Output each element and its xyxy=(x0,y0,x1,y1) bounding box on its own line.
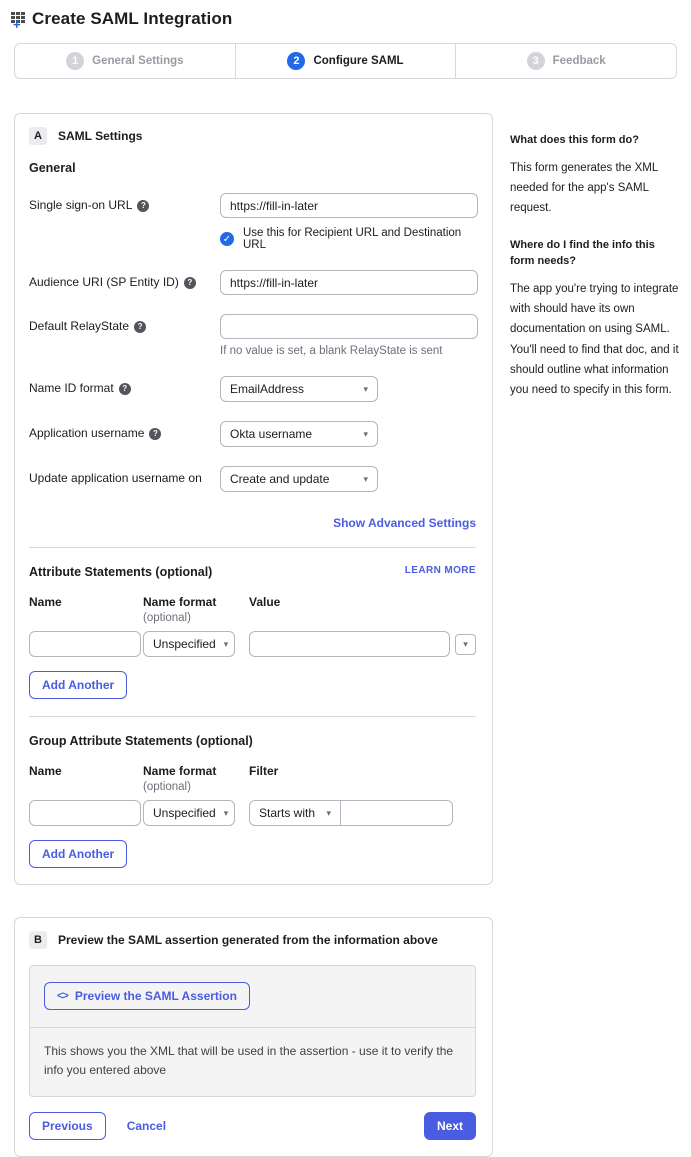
step-feedback[interactable] xyxy=(455,44,676,78)
name-id-format-select[interactable]: EmailAddress ▾ xyxy=(220,376,378,402)
learn-more-link[interactable]: LEARN MORE xyxy=(404,565,476,576)
application-username-select[interactable]: Okta username ▾ xyxy=(220,421,378,447)
group-attribute-statement-row xyxy=(29,800,476,826)
attribute-name-format-select[interactable]: Unspecified ▾ xyxy=(143,631,235,657)
chevron-down-icon: ▾ xyxy=(363,473,368,484)
update-username-label: Update application username on xyxy=(29,471,202,485)
wizard-footer xyxy=(29,1112,476,1140)
relay-state-input[interactable] xyxy=(220,314,478,339)
divider xyxy=(29,716,476,717)
next-button[interactable]: Next xyxy=(424,1112,476,1140)
name-id-format-row xyxy=(29,376,476,402)
group-attribute-statements-title: Group Attribute Statements (optional) xyxy=(29,734,253,748)
panel-b-title: Preview the SAML assertion generated from the information above xyxy=(58,933,438,947)
application-username-label: Application username ? xyxy=(29,421,220,447)
chevron-down-icon: ▾ xyxy=(363,383,368,394)
group-attribute-statements-section xyxy=(29,734,476,868)
step-number: 1 xyxy=(66,52,84,70)
chevron-down-icon: ▾ xyxy=(326,807,331,818)
update-username-select[interactable]: Create and update ▾ xyxy=(220,466,378,492)
saml-settings-panel xyxy=(14,113,493,885)
recipient-url-checkbox-label: Use this for Recipient URL and Destination URL xyxy=(243,227,462,251)
help-section xyxy=(510,133,681,218)
code-icon: <> xyxy=(57,990,68,1002)
add-another-attribute-button[interactable]: Add Another xyxy=(29,671,127,699)
sso-url-row xyxy=(29,193,476,251)
divider xyxy=(29,547,476,548)
help-icon[interactable]: ? xyxy=(119,383,131,395)
attribute-value-input[interactable] xyxy=(249,631,450,657)
step-label: General Settings xyxy=(92,55,184,67)
general-heading: General xyxy=(29,161,76,175)
column-header-name-format: Name format (optional) xyxy=(143,595,249,624)
step-general-settings[interactable] xyxy=(15,44,235,78)
chevron-down-icon: ▾ xyxy=(463,638,468,649)
help-section xyxy=(510,238,681,400)
column-header-name-format: Name format (optional) xyxy=(143,764,249,793)
preview-panel xyxy=(14,917,493,1157)
audience-uri-row xyxy=(29,270,476,295)
sso-url-input[interactable] xyxy=(220,193,478,218)
step-number: 3 xyxy=(527,52,545,70)
group-filter-type-select[interactable]: Starts with ▾ xyxy=(249,800,341,826)
wizard-stepper xyxy=(14,43,677,79)
group-attribute-name-input[interactable] xyxy=(29,800,141,826)
help-icon[interactable]: ? xyxy=(149,428,161,440)
help-section-body: The app you're trying to integrate with should have its own documentation on using SAML. You'll need to find that doc, and it should outline what information you need to specify in this form. xyxy=(510,283,679,396)
update-username-row xyxy=(29,466,476,492)
panel-a-title: SAML Settings xyxy=(58,129,143,143)
help-section-body: This form generates the XML needed for the app's SAML request. xyxy=(510,161,658,215)
help-sidebar xyxy=(510,113,681,420)
attribute-statements-title: Attribute Statements (optional) xyxy=(29,565,213,579)
add-another-group-attribute-button[interactable]: Add Another xyxy=(29,840,127,868)
step-label: Configure SAML xyxy=(313,55,404,67)
step-configure-saml[interactable] xyxy=(235,44,456,78)
preview-saml-assertion-button[interactable]: <> Preview the SAML Assertion xyxy=(44,982,250,1010)
preview-box xyxy=(29,965,476,1097)
help-icon[interactable]: ? xyxy=(137,200,149,212)
group-attribute-name-format-select[interactable]: Unspecified ▾ xyxy=(143,800,235,826)
column-header-name: Name xyxy=(29,595,62,609)
group-filter-value-input[interactable] xyxy=(341,800,453,826)
step-label: Feedback xyxy=(552,55,606,67)
chevron-down-icon: ▾ xyxy=(363,428,368,439)
name-id-format-label: Name ID format ? xyxy=(29,376,220,402)
step-number: 2 xyxy=(287,52,305,70)
attribute-statement-row xyxy=(29,631,476,657)
sso-url-label: Single sign-on URL ? xyxy=(29,193,220,251)
help-section-heading: What does this form do? xyxy=(510,134,639,146)
recipient-url-checkbox-row[interactable] xyxy=(220,227,478,251)
attribute-name-input[interactable] xyxy=(29,631,141,657)
panel-a-badge: A xyxy=(29,127,47,145)
cancel-link[interactable]: Cancel xyxy=(126,1119,167,1134)
checked-checkbox-icon[interactable]: ✓ xyxy=(220,232,234,246)
relay-state-hint: If no value is set, a blank RelayState is sent xyxy=(220,345,443,357)
chevron-down-icon: ▾ xyxy=(223,807,229,818)
column-header-optional-note: (optional) xyxy=(143,612,191,624)
relay-state-row xyxy=(29,314,476,357)
column-header-optional-note: (optional) xyxy=(143,781,191,793)
audience-uri-input[interactable] xyxy=(220,270,478,295)
attribute-statements-section xyxy=(29,565,476,699)
relay-state-label: Default RelayState ? xyxy=(29,314,220,357)
add-integration-icon: + xyxy=(10,9,30,29)
chevron-down-icon: ▾ xyxy=(223,638,229,649)
preview-description: This shows you the XML that will be used in the assertion - use it to verify the info you entered above xyxy=(44,1044,454,1078)
show-advanced-settings-link[interactable]: Show Advanced Settings xyxy=(333,516,476,530)
audience-uri-label: Audience URI (SP Entity ID) ? xyxy=(29,270,220,295)
page-title: Create SAML Integration xyxy=(32,9,233,28)
application-username-row xyxy=(29,421,476,447)
attribute-value-dropdown-button[interactable] xyxy=(455,634,476,655)
column-header-filter: Filter xyxy=(249,764,279,778)
page-header xyxy=(0,0,691,35)
column-header-name: Name xyxy=(29,764,62,778)
help-icon[interactable]: ? xyxy=(134,321,146,333)
help-icon[interactable]: ? xyxy=(184,277,196,289)
previous-button[interactable]: Previous xyxy=(29,1112,106,1140)
help-section-heading: Where do I find the info this form needs? xyxy=(510,239,655,268)
column-header-value: Value xyxy=(249,595,281,609)
panel-b-badge: B xyxy=(29,931,47,949)
